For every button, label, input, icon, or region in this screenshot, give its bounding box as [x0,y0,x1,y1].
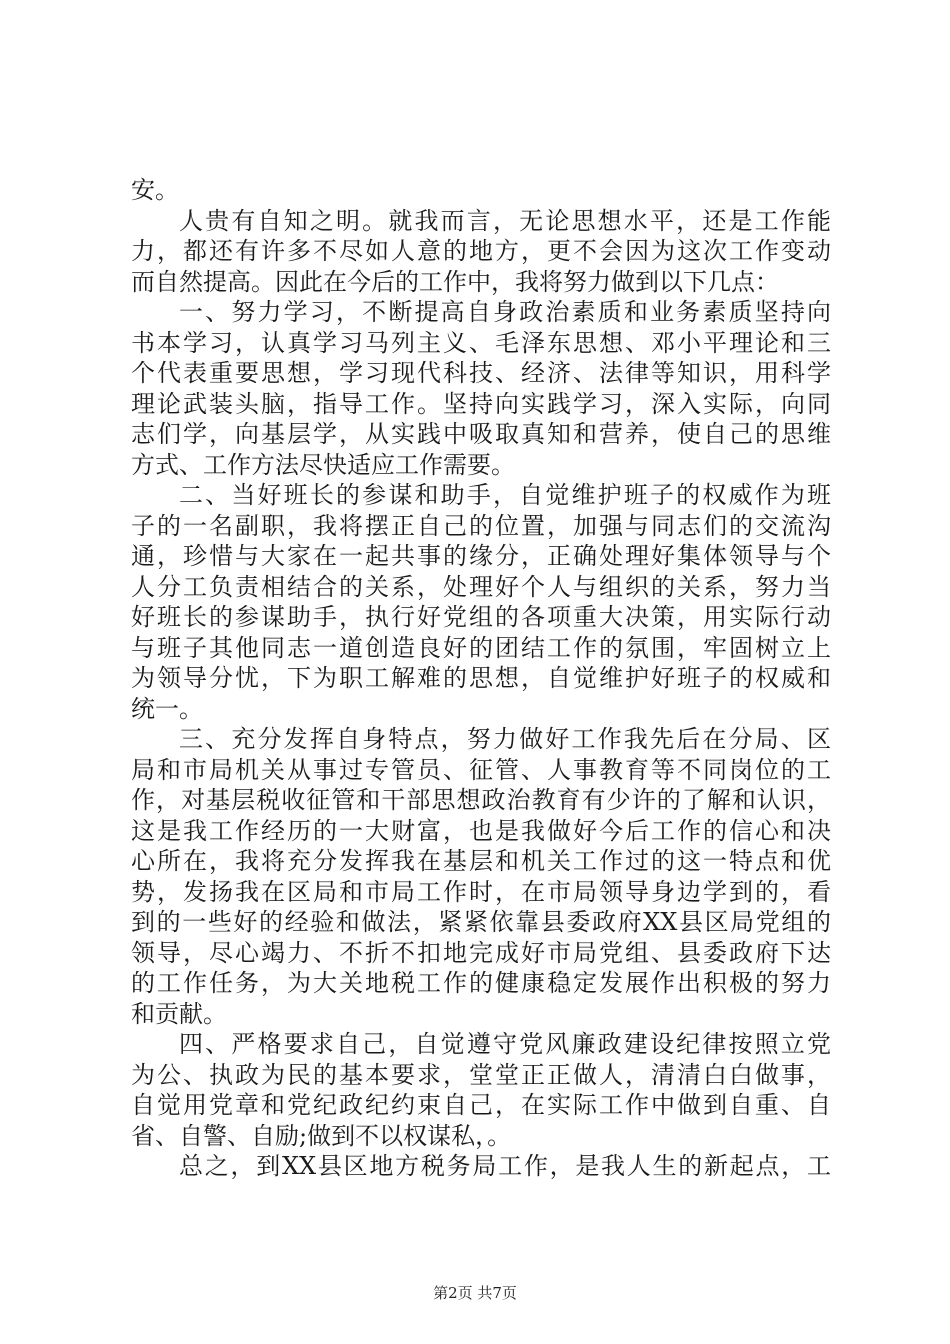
text-line: 为公、执政为民的基本要求，堂堂正正做人，清清白白做事， [131,1060,831,1089]
text-line: 力，都还有许多不尽如人意的地方，更不会因为这次工作变动 [131,237,831,265]
text-line: 而自然提高。因此在今后的工作中，我将努力做到以下几点： [131,267,779,296]
text-line: 子的一名副职，我将摆正自己的位置，加强与同志们的交流沟 [131,511,831,540]
text-line: 方式、工作方法尽快适应工作需要。 [131,450,515,479]
text-line: 和贡献。 [131,999,227,1028]
text-line: 理论武装头脑，指导工作。坚持向实践学习，深入实际，向同 [131,389,831,418]
document-body [131,175,831,1182]
text-line: 与班子其他同志一道创造良好的团结工作的氛围，牢固树立上 [131,633,831,662]
text-line: 势，发扬我在区局和市局工作时，在市局领导身边学到的，看 [131,877,831,906]
text-line: 人分工负责相结合的关系，处理好个人与组织的关系，努力当 [131,572,831,601]
text-line: 作，对基层税收征管和干部思想政治教育有少许的了解和认识， [131,786,831,814]
text-line: 这是我工作经历的一大财富，也是我做好今后工作的信心和决 [131,816,831,845]
text-line: 志们学，向基层学，从实践中吸取真知和营养，使自己的思维 [131,420,831,448]
text-line: 统一。 [131,694,203,723]
text-line: 人贵有自知之明。就我而言，无论思想水平，还是工作能 [179,206,831,235]
text-line: 二、当好班长的参谋和助手，自觉维护班子的权威作为班 [179,481,831,509]
text-line: 到的一些好的经验和做法，紧紧依靠县委政府XX县区局党组的 [131,908,831,936]
page-footer: 第2页 共7页 [433,1284,517,1302]
text-line: 一、努力学习，不断提高自身政治素质和业务素质坚持向 [179,298,831,326]
text-line: 为领导分忧，下为职工解难的思想，自觉维护好班子的权威和 [131,664,831,692]
text-line: 局和市局机关从事过专管员、征管、人事教育等不同岗位的工 [131,755,831,784]
text-line: 心所在，我将充分发挥我在基层和机关工作过的这一特点和优 [131,847,831,875]
text-line: 通，珍惜与大家在一起共事的缘分，正确处理好集体领导与个 [131,542,831,570]
text-line: 书本学习，认真学习马列主义、毛泽东思想、邓小平理论和三 [131,328,831,357]
text-line: 自觉用党章和党纪政纪约束自己，在实际工作中做到自重、自 [131,1091,831,1119]
text-line: 四、严格要求自己，自觉遵守党风廉政建设纪律按照立党 [179,1030,831,1058]
text-line: 的工作任务，为大关地税工作的健康稳定发展作出积极的努力 [131,969,831,997]
text-line: 省、自警、自励;做到不以权谋私，。 [131,1121,512,1150]
text-line: 领导，尽心竭力、不折不扣地完成好市局党组、县委政府下达 [131,938,831,967]
text-line: 个代表重要思想，学习现代科技、经济、法律等知识，用科学 [131,359,831,387]
text-line: 三、充分发挥自身特点，努力做好工作我先后在分局、区 [179,725,831,753]
text-line: 总之，到XX县区地方税务局工作，是我人生的新起点，工 [179,1152,831,1180]
text-line: 好班长的参谋助手，执行好党组的各项重大决策，用实际行动 [131,603,831,631]
text-line: 安。 [131,176,179,204]
